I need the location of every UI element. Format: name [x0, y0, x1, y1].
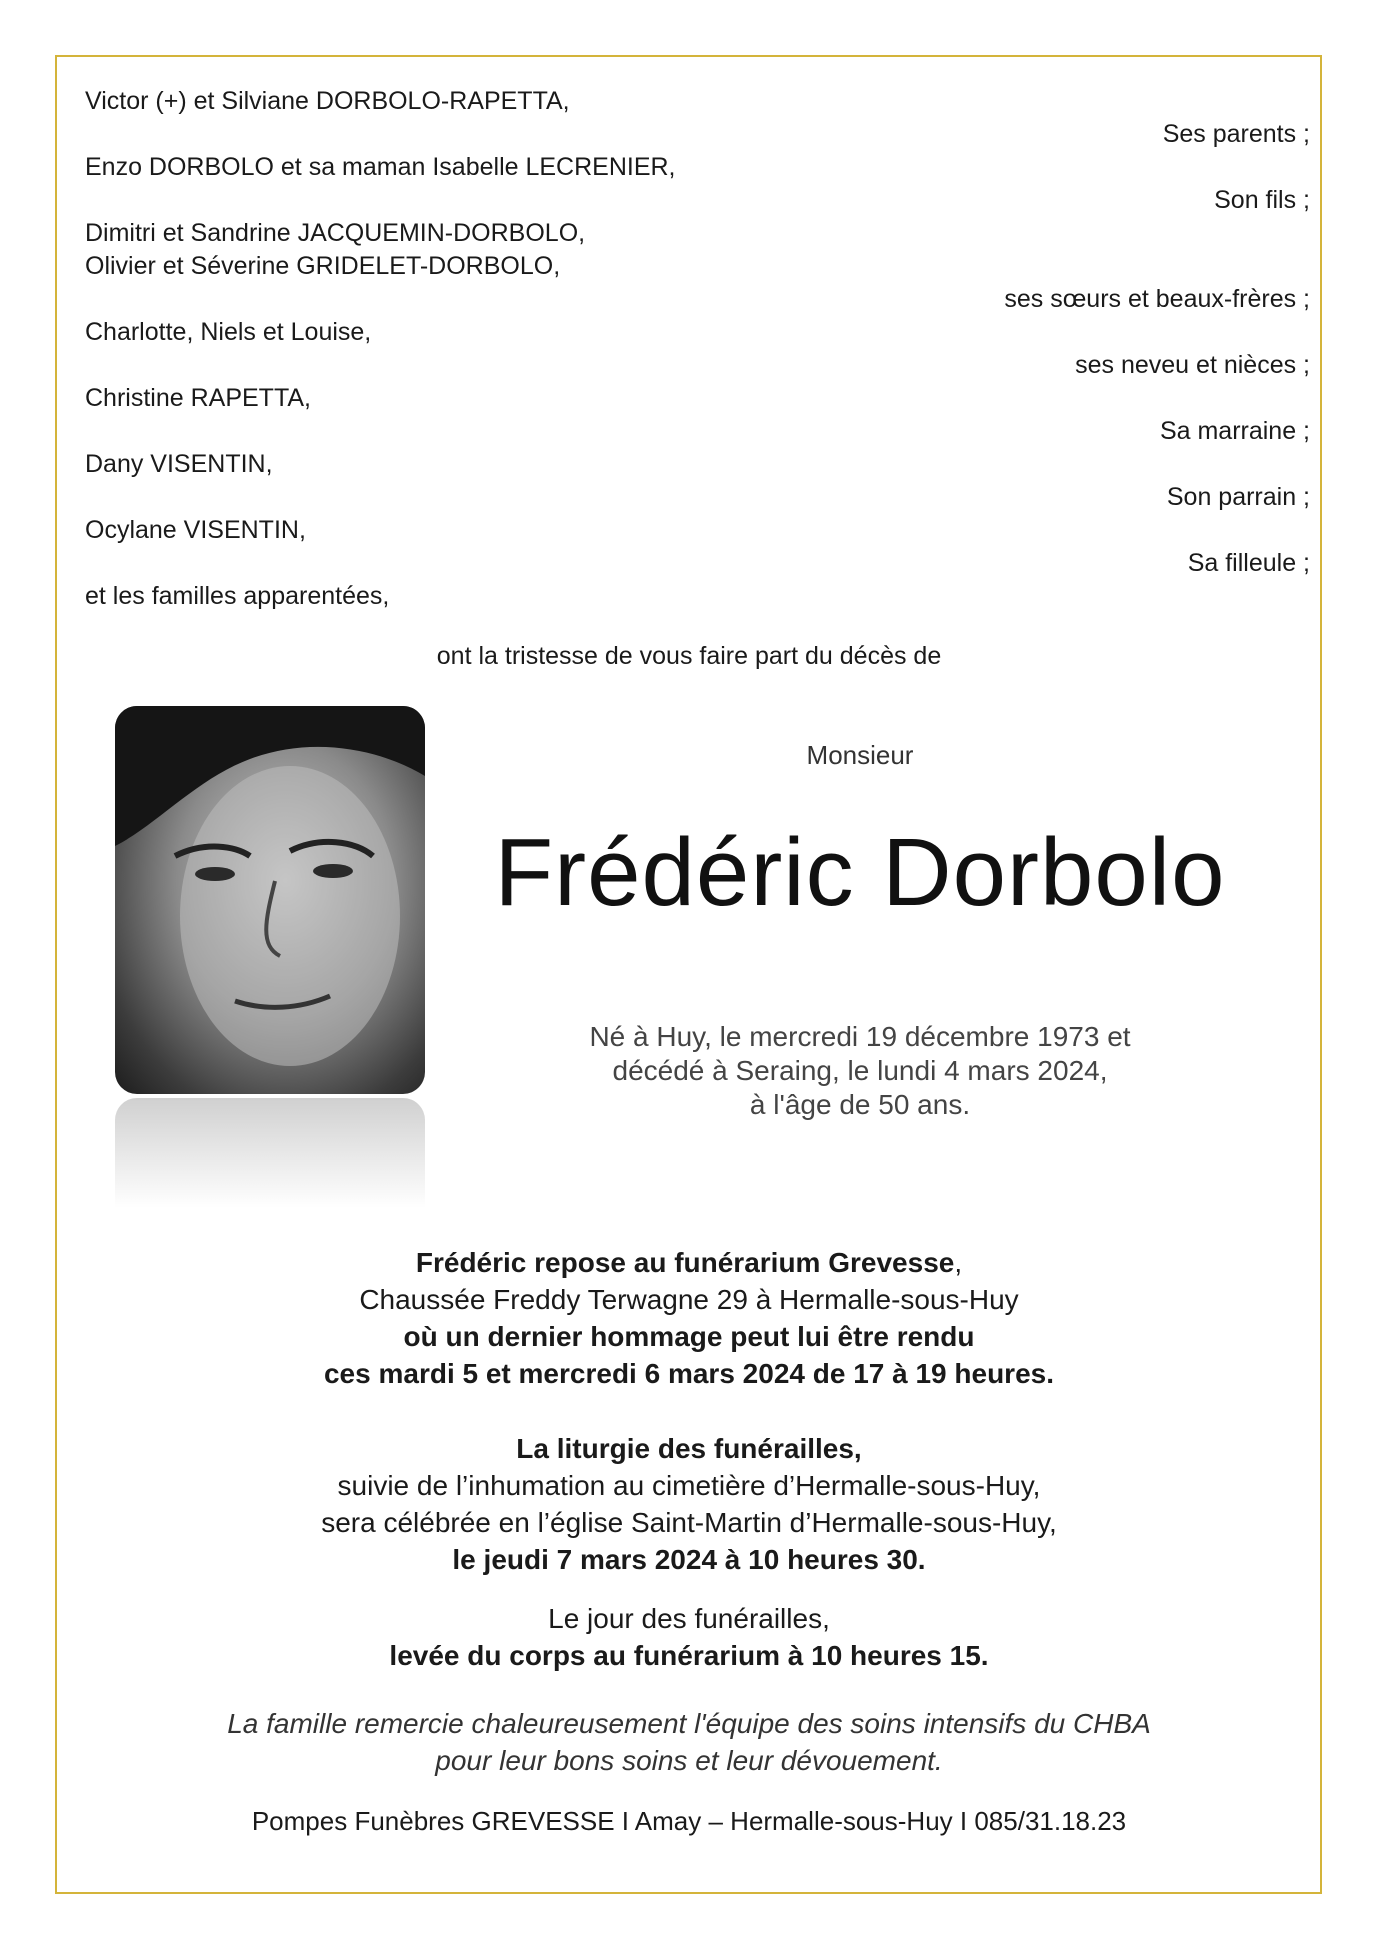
dates-line: à l'âge de 50 ans. — [749, 1089, 971, 1120]
family-entry — [85, 580, 1310, 613]
family-entry — [85, 448, 1310, 514]
portrait-reflection — [115, 1098, 425, 1208]
thanks-line: La famille remercie chaleureusement l'équipe des soins intensifs du CHBA — [227, 1708, 1151, 1739]
liturgy-date: le jeudi 7 mars 2024 à 10 heures 30. — [452, 1544, 926, 1575]
birth-death-dates — [520, 1020, 1200, 1122]
family-relation: Son parrain ; — [1166, 483, 1310, 511]
dates-line: Né à Huy, le mercredi 19 décembre 1973 et — [589, 1021, 1131, 1052]
liturgy-info — [0, 1430, 1378, 1578]
family-entry — [85, 316, 1310, 382]
family-name: Dimitri et Sandrine JACQUEMIN-DORBOLO, — [85, 219, 586, 247]
family-relation: Sa marraine ; — [1159, 417, 1310, 445]
family-relation: Son fils ; — [1214, 186, 1310, 214]
funeral-home-footer: Pompes Funèbres GREVESSE I Amay – Hermalle-sous-Huy I 085/31.18.23 — [251, 1806, 1127, 1836]
family-entry — [85, 151, 1310, 217]
visitation-heading: Frédéric repose au funérarium Grevesse — [415, 1247, 955, 1278]
thanks-line: pour leur bons soins et leur dévouement. — [435, 1745, 943, 1776]
visitation-dates: ces mardi 5 et mercredi 6 mars 2024 de 17 à 19 heures. — [323, 1358, 1054, 1389]
visitation-note: où un dernier hommage peut lui être rendu — [403, 1321, 975, 1352]
family-list — [85, 85, 1310, 151]
liturgy-heading: La liturgie des funérailles, — [516, 1433, 862, 1464]
family-name: Charlotte, Niels et Louise, — [85, 318, 372, 346]
family-entry — [85, 514, 1310, 580]
family-name: et les familles apparentées, — [85, 582, 390, 610]
family-name: Ocylane VISENTIN, — [85, 516, 306, 544]
family-relation: ses sœurs et beaux-frères ; — [1004, 285, 1310, 313]
funeral-day-time: levée du corps au funérarium à 10 heures 15. — [389, 1640, 989, 1671]
thanks-note — [0, 1705, 1378, 1779]
honorific: Monsieur — [806, 740, 914, 770]
family-entry — [85, 217, 1310, 316]
family-relation: Sa filleule ; — [1187, 549, 1310, 577]
visitation-address: Chaussée Freddy Terwagne 29 à Hermalle-sous-Huy — [359, 1284, 1019, 1315]
intro-text: ont la tristesse de vous faire part du décès de — [436, 642, 942, 670]
family-name: Enzo DORBOLO et sa maman Isabelle LECRENIER, — [85, 153, 676, 181]
family-relation: ses neveu et nièces ; — [1075, 351, 1310, 379]
liturgy-line: sera célébrée en l’église Saint-Martin d’Hermalle-sous-Huy, — [321, 1507, 1057, 1538]
funeral-day-info — [0, 1600, 1378, 1674]
dates-line: décédé à Seraing, le lundi 4 mars 2024, — [612, 1055, 1108, 1086]
family-relation: Ses parents ; — [1162, 120, 1310, 148]
funeral-day-line: Le jour des funérailles, — [548, 1603, 830, 1634]
visitation-info — [0, 1244, 1378, 1392]
liturgy-line: suivie de l’inhumation au cimetière d’Hermalle-sous-Huy, — [337, 1470, 1041, 1501]
family-name: Christine RAPETTA, — [85, 384, 311, 412]
deceased-name: Frédéric Dorbolo — [494, 819, 1226, 926]
family-entry — [85, 382, 1310, 448]
family-name: Victor (+) et Silviane DORBOLO-RAPETTA, — [85, 87, 570, 115]
family-name: Dany VISENTIN, — [85, 450, 273, 478]
family-name: Olivier et Séverine GRIDELET-DORBOLO, — [85, 252, 561, 280]
visitation-heading-tail: , — [954, 1247, 963, 1278]
portrait-photo — [115, 706, 425, 1094]
